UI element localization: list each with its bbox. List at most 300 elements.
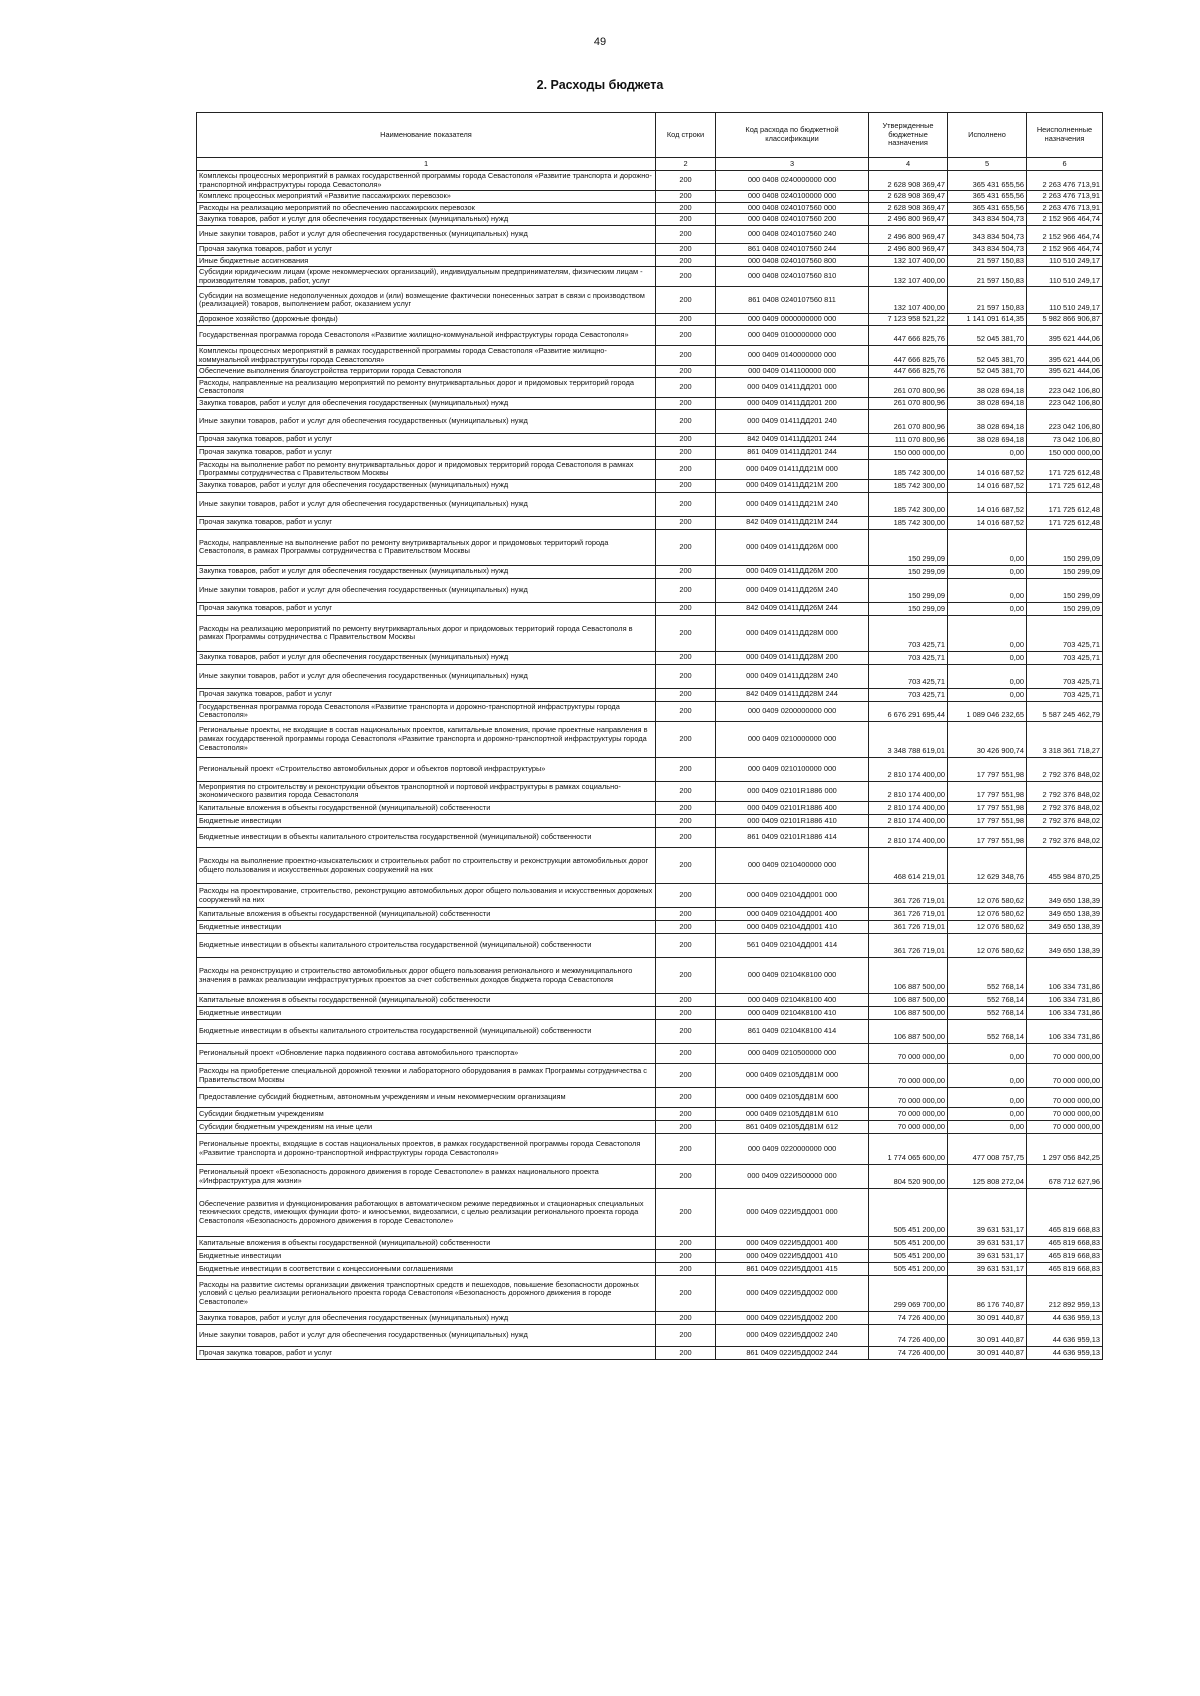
- line-code-cell: 200: [656, 565, 716, 578]
- classification-code-cell: 861 0409 02104К8100 414: [716, 1020, 869, 1044]
- unexecuted-amount-cell: 678 712 627,96: [1027, 1165, 1103, 1189]
- approved-amount-cell: 2 628 908 369,47: [869, 171, 948, 191]
- line-code-cell: 200: [656, 1064, 716, 1088]
- unexecuted-amount-cell: 70 000 000,00: [1027, 1121, 1103, 1134]
- indicator-name-cell: Расходы на реализацию мероприятий по ремонту внутриквартальных дорог и придомовых территорий города Севастополя в рамках Программы сотрудничества с Правительством Москвы: [197, 615, 656, 651]
- indicator-name-cell: Прочая закупка товаров, работ и услуг: [197, 516, 656, 529]
- table-row: [197, 1020, 1103, 1044]
- line-code-cell: 200: [656, 202, 716, 214]
- executed-amount-cell: 17 797 551,98: [948, 815, 1027, 828]
- line-code-cell: 200: [656, 243, 716, 255]
- line-code-cell: 200: [656, 934, 716, 958]
- classification-code-cell: 000 0409 02105ДД81М 610: [716, 1108, 869, 1121]
- table-row: [197, 848, 1103, 884]
- executed-amount-cell: 14 016 687,52: [948, 492, 1027, 516]
- classification-code-cell: 000 0409 02104ДД001 000: [716, 884, 869, 908]
- indicator-name-cell: Закупка товаров, работ и услуг для обеспечения государственных (муниципальных) нужд: [197, 565, 656, 578]
- classification-code-cell: 000 0409 022И5ДД001 400: [716, 1237, 869, 1250]
- indicator-name-cell: Иные закупки товаров, работ и услуг для обеспечения государственных (муниципальных) нужд: [197, 409, 656, 433]
- approved-amount-cell: 2 496 800 969,47: [869, 243, 948, 255]
- unexecuted-amount-cell: 3 318 361 718,27: [1027, 721, 1103, 757]
- header-executed: Исполнено: [948, 113, 1027, 158]
- table-row: [197, 325, 1103, 345]
- table-row: [197, 1347, 1103, 1360]
- approved-amount-cell: 261 070 800,96: [869, 409, 948, 433]
- unexecuted-amount-cell: 212 892 959,13: [1027, 1276, 1103, 1312]
- approved-amount-cell: 106 887 500,00: [869, 994, 948, 1007]
- executed-amount-cell: 0,00: [948, 446, 1027, 459]
- indicator-name-cell: Региональные проекты, не входящие в состав национальных проектов, капитальные вложения, прочие проектные направления в рамках государственной программы города Севастополя «Развитие транспорта и дорожно-транспортной инфраструктуры города Севастополя»: [197, 721, 656, 757]
- executed-amount-cell: 12 076 580,62: [948, 884, 1027, 908]
- executed-amount-cell: 39 631 531,17: [948, 1250, 1027, 1263]
- executed-amount-cell: 365 431 655,56: [948, 191, 1027, 203]
- approved-amount-cell: 2 628 908 369,47: [869, 202, 948, 214]
- classification-code-cell: 000 0408 0240107560 200: [716, 214, 869, 226]
- executed-amount-cell: 38 028 694,18: [948, 397, 1027, 409]
- unexecuted-amount-cell: 703 425,71: [1027, 651, 1103, 664]
- executed-amount-cell: 0,00: [948, 565, 1027, 578]
- indicator-name-cell: Субсидии бюджетным учреждениям на иные цели: [197, 1121, 656, 1134]
- table-row: [197, 377, 1103, 397]
- table-row: [197, 314, 1103, 326]
- unexecuted-amount-cell: 349 650 138,39: [1027, 921, 1103, 934]
- approved-amount-cell: 505 451 200,00: [869, 1189, 948, 1237]
- classification-code-cell: 000 0409 02105ДД81М 000: [716, 1064, 869, 1088]
- table-row: [197, 1237, 1103, 1250]
- indicator-name-cell: Иные закупки товаров, работ и услуг для обеспечения государственных (муниципальных) нужд: [197, 1325, 656, 1347]
- line-code-cell: 200: [656, 1250, 716, 1263]
- classification-code-cell: 861 0409 01411ДД201 244: [716, 446, 869, 459]
- indicator-name-cell: Иные закупки товаров, работ и услуг для обеспечения государственных (муниципальных) нужд: [197, 578, 656, 602]
- executed-amount-cell: 0,00: [948, 664, 1027, 688]
- approved-amount-cell: 299 069 700,00: [869, 1276, 948, 1312]
- approved-amount-cell: 261 070 800,96: [869, 377, 948, 397]
- executed-amount-cell: 52 045 381,70: [948, 325, 1027, 345]
- indicator-name-cell: Обеспечение выполнения благоустройства территории города Севастополя: [197, 366, 656, 378]
- classification-code-cell: 000 0409 022И5ДД002 240: [716, 1325, 869, 1347]
- executed-amount-cell: 86 176 740,87: [948, 1276, 1027, 1312]
- unexecuted-amount-cell: 110 510 249,17: [1027, 287, 1103, 314]
- line-code-cell: 200: [656, 1347, 716, 1360]
- table-row: [197, 287, 1103, 314]
- indicator-name-cell: Расходы на развитие системы организации движения транспортных средств и пешеходов, повышение безопасности дорожных условий с целью реализации регионального проекта города Севастополя «Безопасность дорожного движения в городе Севастополе»: [197, 1276, 656, 1312]
- indicator-name-cell: Иные закупки товаров, работ и услуг для обеспечения государственных (муниципальных) нужд: [197, 225, 656, 243]
- classification-code-cell: 000 0409 01411ДД28М 240: [716, 664, 869, 688]
- line-code-cell: 200: [656, 1020, 716, 1044]
- table-row: [197, 202, 1103, 214]
- indicator-name-cell: Расходы на приобретение специальной дорожной техники и лабораторного оборудования в рамках Программы сотрудничества с Правительством Москвы: [197, 1064, 656, 1088]
- indicator-name-cell: Дорожное хозяйство (дорожные фонды): [197, 314, 656, 326]
- line-code-cell: 200: [656, 1189, 716, 1237]
- line-code-cell: 200: [656, 721, 716, 757]
- classification-code-cell: 000 0409 0210400000 000: [716, 848, 869, 884]
- line-code-cell: 200: [656, 492, 716, 516]
- classification-code-cell: 000 0409 0200000000 000: [716, 701, 869, 721]
- classification-code-cell: 000 0409 01411ДД21М 000: [716, 459, 869, 479]
- indicator-name-cell: Закупка товаров, работ и услуг для обеспечения государственных (муниципальных) нужд: [197, 651, 656, 664]
- indicator-name-cell: Субсидии юридическим лицам (кроме некоммерческих организаций), индивидуальным предпринимателям, физическим лицам - производителям товаров, работ, услуг: [197, 267, 656, 287]
- table-row: [197, 602, 1103, 615]
- header-line-code: Код строки: [656, 113, 716, 158]
- approved-amount-cell: 447 666 825,76: [869, 325, 948, 345]
- table-row: [197, 243, 1103, 255]
- line-code-cell: 200: [656, 1165, 716, 1189]
- approved-amount-cell: 150 299,09: [869, 565, 948, 578]
- line-code-cell: 200: [656, 516, 716, 529]
- classification-code-cell: 000 0409 0140000000 000: [716, 345, 869, 365]
- approved-amount-cell: 703 425,71: [869, 664, 948, 688]
- table-row: [197, 815, 1103, 828]
- classification-code-cell: 000 0408 0240000000 000: [716, 171, 869, 191]
- executed-amount-cell: 365 431 655,56: [948, 171, 1027, 191]
- approved-amount-cell: 150 299,09: [869, 602, 948, 615]
- classification-code-cell: 861 0408 0240107560 244: [716, 243, 869, 255]
- indicator-name-cell: Бюджетные инвестиции в объекты капитального строительства государственной (муниципальной) собственности: [197, 1020, 656, 1044]
- executed-amount-cell: 30 091 440,87: [948, 1312, 1027, 1325]
- table-row: [197, 1263, 1103, 1276]
- unexecuted-amount-cell: 465 819 668,83: [1027, 1237, 1103, 1250]
- indicator-name-cell: Закупка товаров, работ и услуг для обеспечения государственных (муниципальных) нужд: [197, 214, 656, 226]
- approved-amount-cell: 505 451 200,00: [869, 1250, 948, 1263]
- line-code-cell: 200: [656, 1088, 716, 1108]
- line-code-cell: 200: [656, 529, 716, 565]
- table-row: [197, 1121, 1103, 1134]
- approved-amount-cell: 132 107 400,00: [869, 287, 948, 314]
- table-row: [197, 366, 1103, 378]
- classification-code-cell: 000 0409 0220000000 000: [716, 1134, 869, 1165]
- executed-amount-cell: 14 016 687,52: [948, 459, 1027, 479]
- line-code-cell: 200: [656, 409, 716, 433]
- table-row: [197, 397, 1103, 409]
- line-code-cell: 200: [656, 1108, 716, 1121]
- page-number: 49: [593, 36, 607, 48]
- approved-amount-cell: 106 887 500,00: [869, 1007, 948, 1020]
- expenditure-table: [196, 112, 1103, 1360]
- line-code-cell: 200: [656, 1237, 716, 1250]
- unexecuted-amount-cell: 106 334 731,86: [1027, 958, 1103, 994]
- unexecuted-amount-cell: 703 425,71: [1027, 664, 1103, 688]
- indicator-name-cell: Региональный проект «Обновление парка подвижного состава автомобильного транспорта»: [197, 1044, 656, 1064]
- indicator-name-cell: Расходы на реконструкцию и строительство автомобильных дорог общего пользования регионального и межмуниципального значения в рамках реализации инфраструктурных проектов за счет собственных доходов бюджета города Севастополя: [197, 958, 656, 994]
- indicator-name-cell: Расходы на реализацию мероприятий по обеспечению пассажирских перевозок: [197, 202, 656, 214]
- line-code-cell: 200: [656, 1312, 716, 1325]
- unexecuted-amount-cell: 2 263 476 713,91: [1027, 191, 1103, 203]
- table-row: [197, 516, 1103, 529]
- approved-amount-cell: 70 000 000,00: [869, 1064, 948, 1088]
- classification-code-cell: 861 0408 0240107560 811: [716, 287, 869, 314]
- line-code-cell: 200: [656, 287, 716, 314]
- indicator-name-cell: Расходы на выполнение работ по ремонту внутриквартальных дорог и придомовых территорий города Севастополя в рамках Программы сотрудничества с Правительством Москвы: [197, 459, 656, 479]
- table-row: [197, 1044, 1103, 1064]
- approved-amount-cell: 2 810 174 400,00: [869, 815, 948, 828]
- indicator-name-cell: Закупка товаров, работ и услуг для обеспечения государственных (муниципальных) нужд: [197, 1312, 656, 1325]
- table-row: [197, 757, 1103, 781]
- table-row: [197, 1189, 1103, 1237]
- indicator-name-cell: Бюджетные инвестиции в объекты капитального строительства государственной (муниципальной) собственности: [197, 828, 656, 848]
- executed-amount-cell: 17 797 551,98: [948, 757, 1027, 781]
- indicator-name-cell: Капитальные вложения в объекты государственной (муниципальной) собственности: [197, 994, 656, 1007]
- indicator-name-cell: Субсидии на возмещение недополученных доходов и (или) возмещение фактически понесенных затрат в связи с производством (реализацией) товаров, выполнением работ, оказанием услуг: [197, 287, 656, 314]
- executed-amount-cell: 30 091 440,87: [948, 1347, 1027, 1360]
- unexecuted-amount-cell: 110 510 249,17: [1027, 267, 1103, 287]
- indicator-name-cell: Расходы, направленные на выполнение работ по ремонту внутриквартальных дорог и придомовых территорий города Севастополя, в рамках Программы сотрудничества с Правительством Москвы: [197, 529, 656, 565]
- unexecuted-amount-cell: 2 152 966 464,74: [1027, 243, 1103, 255]
- executed-amount-cell: 343 834 504,73: [948, 225, 1027, 243]
- unexecuted-amount-cell: 44 636 959,13: [1027, 1312, 1103, 1325]
- indicator-name-cell: Государственная программа города Севастополя «Развитие транспорта и дорожно-транспортной инфраструктуры города Севастополя»: [197, 701, 656, 721]
- unexecuted-amount-cell: 703 425,71: [1027, 688, 1103, 701]
- column-number: 5: [948, 158, 1027, 171]
- line-code-cell: 200: [656, 1276, 716, 1312]
- line-code-cell: 200: [656, 366, 716, 378]
- unexecuted-amount-cell: 2 792 376 848,02: [1027, 781, 1103, 801]
- table-row: [197, 1088, 1103, 1108]
- table-row: [197, 225, 1103, 243]
- line-code-cell: 200: [656, 314, 716, 326]
- unexecuted-amount-cell: 70 000 000,00: [1027, 1088, 1103, 1108]
- indicator-name-cell: Бюджетные инвестиции: [197, 921, 656, 934]
- executed-amount-cell: 0,00: [948, 651, 1027, 664]
- table-row: [197, 1108, 1103, 1121]
- classification-code-cell: 000 0409 01411ДД26М 000: [716, 529, 869, 565]
- unexecuted-amount-cell: 150 299,09: [1027, 602, 1103, 615]
- indicator-name-cell: Региональный проект «Безопасность дорожного движения в городе Севастополе» в рамках национального проекта «Инфраструктура для жизни»: [197, 1165, 656, 1189]
- classification-code-cell: 000 0409 01411ДД26М 240: [716, 578, 869, 602]
- line-code-cell: 200: [656, 602, 716, 615]
- line-code-cell: 200: [656, 377, 716, 397]
- line-code-cell: 200: [656, 1121, 716, 1134]
- executed-amount-cell: 552 768,14: [948, 958, 1027, 994]
- unexecuted-amount-cell: 395 621 444,06: [1027, 345, 1103, 365]
- line-code-cell: 200: [656, 191, 716, 203]
- unexecuted-amount-cell: 150 299,09: [1027, 529, 1103, 565]
- executed-amount-cell: 0,00: [948, 1044, 1027, 1064]
- column-number: 4: [869, 158, 948, 171]
- unexecuted-amount-cell: 171 725 612,48: [1027, 479, 1103, 492]
- classification-code-cell: 842 0409 01411ДД201 244: [716, 433, 869, 446]
- classification-code-cell: 000 0409 01411ДД26М 200: [716, 565, 869, 578]
- unexecuted-amount-cell: 171 725 612,48: [1027, 459, 1103, 479]
- unexecuted-amount-cell: 150 299,09: [1027, 578, 1103, 602]
- executed-amount-cell: 552 768,14: [948, 1020, 1027, 1044]
- executed-amount-cell: 39 631 531,17: [948, 1263, 1027, 1276]
- table-row: [197, 994, 1103, 1007]
- executed-amount-cell: 21 597 150,83: [948, 267, 1027, 287]
- unexecuted-amount-cell: 5 982 866 906,87: [1027, 314, 1103, 326]
- column-number: 2: [656, 158, 716, 171]
- executed-amount-cell: 17 797 551,98: [948, 781, 1027, 801]
- approved-amount-cell: 74 726 400,00: [869, 1312, 948, 1325]
- approved-amount-cell: 703 425,71: [869, 615, 948, 651]
- line-code-cell: 200: [656, 225, 716, 243]
- table-row: [197, 255, 1103, 267]
- indicator-name-cell: Региональный проект «Строительство автомобильных дорог и объектов портовой инфраструктуры»: [197, 757, 656, 781]
- table-row: [197, 345, 1103, 365]
- indicator-name-cell: Капитальные вложения в объекты государственной (муниципальной) собственности: [197, 908, 656, 921]
- executed-amount-cell: 343 834 504,73: [948, 243, 1027, 255]
- approved-amount-cell: 505 451 200,00: [869, 1237, 948, 1250]
- executed-amount-cell: 52 045 381,70: [948, 366, 1027, 378]
- unexecuted-amount-cell: 106 334 731,86: [1027, 1020, 1103, 1044]
- approved-amount-cell: 2 496 800 969,47: [869, 214, 948, 226]
- executed-amount-cell: 14 016 687,52: [948, 479, 1027, 492]
- executed-amount-cell: 0,00: [948, 1121, 1027, 1134]
- approved-amount-cell: 111 070 800,96: [869, 433, 948, 446]
- column-number: 3: [716, 158, 869, 171]
- classification-code-cell: 842 0409 01411ДД26М 244: [716, 602, 869, 615]
- executed-amount-cell: 17 797 551,98: [948, 828, 1027, 848]
- approved-amount-cell: 261 070 800,96: [869, 397, 948, 409]
- unexecuted-amount-cell: 44 636 959,13: [1027, 1347, 1103, 1360]
- table-row: [197, 1134, 1103, 1165]
- unexecuted-amount-cell: 110 510 249,17: [1027, 255, 1103, 267]
- unexecuted-amount-cell: 106 334 731,86: [1027, 994, 1103, 1007]
- line-code-cell: 200: [656, 958, 716, 994]
- table-row: [197, 615, 1103, 651]
- table-row: [197, 781, 1103, 801]
- column-number-row: [197, 158, 1103, 171]
- indicator-name-cell: Государственная программа города Севастополя «Развитие жилищно-коммунальной инфраструктуры города Севастополя»: [197, 325, 656, 345]
- approved-amount-cell: 2 628 908 369,47: [869, 191, 948, 203]
- executed-amount-cell: 17 797 551,98: [948, 802, 1027, 815]
- line-code-cell: 200: [656, 688, 716, 701]
- approved-amount-cell: 106 887 500,00: [869, 958, 948, 994]
- classification-code-cell: 000 0409 02104К8100 410: [716, 1007, 869, 1020]
- line-code-cell: 200: [656, 267, 716, 287]
- approved-amount-cell: 703 425,71: [869, 651, 948, 664]
- indicator-name-cell: Субсидии бюджетным учреждениям: [197, 1108, 656, 1121]
- line-code-cell: 200: [656, 994, 716, 1007]
- classification-code-cell: 000 0408 0240107560 000: [716, 202, 869, 214]
- section-title: 2. Расходы бюджета: [536, 78, 664, 92]
- approved-amount-cell: 361 726 719,01: [869, 884, 948, 908]
- indicator-name-cell: Предоставление субсидий бюджетным, автономным учреждениям и иным некоммерческим организациям: [197, 1088, 656, 1108]
- table-row: [197, 191, 1103, 203]
- approved-amount-cell: 150 299,09: [869, 578, 948, 602]
- executed-amount-cell: 38 028 694,18: [948, 377, 1027, 397]
- indicator-name-cell: Бюджетные инвестиции в объекты капитального строительства государственной (муниципальной) собственности: [197, 934, 656, 958]
- table-row: [197, 214, 1103, 226]
- indicator-name-cell: Расходы на выполнение проектно-изыскательских и строительных работ по строительству и реконструкции автомобильных дорог общего пользования и искусственных дорожных сооружений на них: [197, 848, 656, 884]
- classification-code-cell: 000 0408 0240107560 800: [716, 255, 869, 267]
- classification-code-cell: 000 0409 022И5ДД001 000: [716, 1189, 869, 1237]
- unexecuted-amount-cell: 455 984 870,25: [1027, 848, 1103, 884]
- table-row: [197, 664, 1103, 688]
- table-row: [197, 171, 1103, 191]
- classification-code-cell: 861 0409 022И5ДД002 244: [716, 1347, 869, 1360]
- classification-code-cell: 000 0408 0240107560 240: [716, 225, 869, 243]
- executed-amount-cell: 39 631 531,17: [948, 1189, 1027, 1237]
- classification-code-cell: 000 0409 0210500000 000: [716, 1044, 869, 1064]
- indicator-name-cell: Закупка товаров, работ и услуг для обеспечения государственных (муниципальных) нужд: [197, 397, 656, 409]
- unexecuted-amount-cell: 349 650 138,39: [1027, 884, 1103, 908]
- indicator-name-cell: Прочая закупка товаров, работ и услуг: [197, 243, 656, 255]
- classification-code-cell: 000 0408 0240100000 000: [716, 191, 869, 203]
- table-row: [197, 1276, 1103, 1312]
- line-code-cell: 200: [656, 921, 716, 934]
- line-code-cell: 200: [656, 615, 716, 651]
- executed-amount-cell: 12 629 348,76: [948, 848, 1027, 884]
- executed-amount-cell: 552 768,14: [948, 1007, 1027, 1020]
- column-number: 1: [197, 158, 656, 171]
- indicator-name-cell: Региональные проекты, входящие в состав национальных проектов, в рамках государственной программы города Севастополя «Развитие транспорта и дорожно-транспортной инфраструктуры города Севастополя»: [197, 1134, 656, 1165]
- executed-amount-cell: 0,00: [948, 529, 1027, 565]
- approved-amount-cell: 2 810 174 400,00: [869, 802, 948, 815]
- classification-code-cell: 000 0409 02104ДД001 410: [716, 921, 869, 934]
- table-row: [197, 651, 1103, 664]
- indicator-name-cell: Расходы, направленные на реализацию мероприятий по ремонту внутриквартальных дорог и придомовых территорий города Севастополя: [197, 377, 656, 397]
- line-code-cell: 200: [656, 578, 716, 602]
- unexecuted-amount-cell: 2 792 376 848,02: [1027, 815, 1103, 828]
- table-row: [197, 1312, 1103, 1325]
- classification-code-cell: 000 0409 02104К8100 000: [716, 958, 869, 994]
- indicator-name-cell: Прочая закупка товаров, работ и услуг: [197, 688, 656, 701]
- classification-code-cell: 000 0409 0210000000 000: [716, 721, 869, 757]
- table-row: [197, 828, 1103, 848]
- line-code-cell: 200: [656, 664, 716, 688]
- executed-amount-cell: 365 431 655,56: [948, 202, 1027, 214]
- table-row: [197, 884, 1103, 908]
- table-row: [197, 529, 1103, 565]
- approved-amount-cell: 804 520 900,00: [869, 1165, 948, 1189]
- unexecuted-amount-cell: 150 299,09: [1027, 565, 1103, 578]
- approved-amount-cell: 185 742 300,00: [869, 459, 948, 479]
- line-code-cell: 200: [656, 1325, 716, 1347]
- indicator-name-cell: Обеспечение развития и функционирования работающих в автоматическом режиме передвижных и стационарных специальных технических средств, имеющих функции фото- и киносъемки, видеозаписи, с целью реализации регионального проекта города Севастополя «Безопасность дорожного движения в городе Севастополе»: [197, 1189, 656, 1237]
- executed-amount-cell: 0,00: [948, 688, 1027, 701]
- table-header-row: [197, 113, 1103, 158]
- table-row: [197, 1250, 1103, 1263]
- approved-amount-cell: 74 726 400,00: [869, 1325, 948, 1347]
- unexecuted-amount-cell: 349 650 138,39: [1027, 908, 1103, 921]
- classification-code-cell: 000 0409 01411ДД28М 200: [716, 651, 869, 664]
- table-row: [197, 1007, 1103, 1020]
- indicator-name-cell: Комплексы процессных мероприятий в рамках государственной программы города Севастополя «Развитие жилищно-коммунальной инфраструктуры города Севастополя»: [197, 345, 656, 365]
- table-body: [197, 171, 1103, 1360]
- indicator-name-cell: Бюджетные инвестиции: [197, 815, 656, 828]
- approved-amount-cell: 447 666 825,76: [869, 366, 948, 378]
- unexecuted-amount-cell: 70 000 000,00: [1027, 1108, 1103, 1121]
- line-code-cell: 200: [656, 446, 716, 459]
- indicator-name-cell: Иные закупки товаров, работ и услуг для обеспечения государственных (муниципальных) нужд: [197, 664, 656, 688]
- line-code-cell: 200: [656, 1007, 716, 1020]
- approved-amount-cell: 505 451 200,00: [869, 1263, 948, 1276]
- classification-code-cell: 000 0409 01411ДД28М 000: [716, 615, 869, 651]
- line-code-cell: 200: [656, 171, 716, 191]
- table-row: [197, 958, 1103, 994]
- classification-code-cell: 842 0409 01411ДД21М 244: [716, 516, 869, 529]
- approved-amount-cell: 361 726 719,01: [869, 921, 948, 934]
- executed-amount-cell: 38 028 694,18: [948, 433, 1027, 446]
- table-row: [197, 721, 1103, 757]
- classification-code-cell: 861 0409 02101R1886 414: [716, 828, 869, 848]
- line-code-cell: 200: [656, 781, 716, 801]
- approved-amount-cell: 132 107 400,00: [869, 255, 948, 267]
- classification-code-cell: 000 0409 02101R1886 400: [716, 802, 869, 815]
- classification-code-cell: 000 0409 02101R1886 410: [716, 815, 869, 828]
- unexecuted-amount-cell: 70 000 000,00: [1027, 1044, 1103, 1064]
- line-code-cell: 200: [656, 345, 716, 365]
- unexecuted-amount-cell: 106 334 731,86: [1027, 1007, 1103, 1020]
- indicator-name-cell: Прочая закупка товаров, работ и услуг: [197, 602, 656, 615]
- executed-amount-cell: 343 834 504,73: [948, 214, 1027, 226]
- line-code-cell: 200: [656, 908, 716, 921]
- classification-code-cell: 000 0409 0100000000 000: [716, 325, 869, 345]
- line-code-cell: 200: [656, 828, 716, 848]
- unexecuted-amount-cell: 465 819 668,83: [1027, 1189, 1103, 1237]
- approved-amount-cell: 703 425,71: [869, 688, 948, 701]
- approved-amount-cell: 1 774 065 600,00: [869, 1134, 948, 1165]
